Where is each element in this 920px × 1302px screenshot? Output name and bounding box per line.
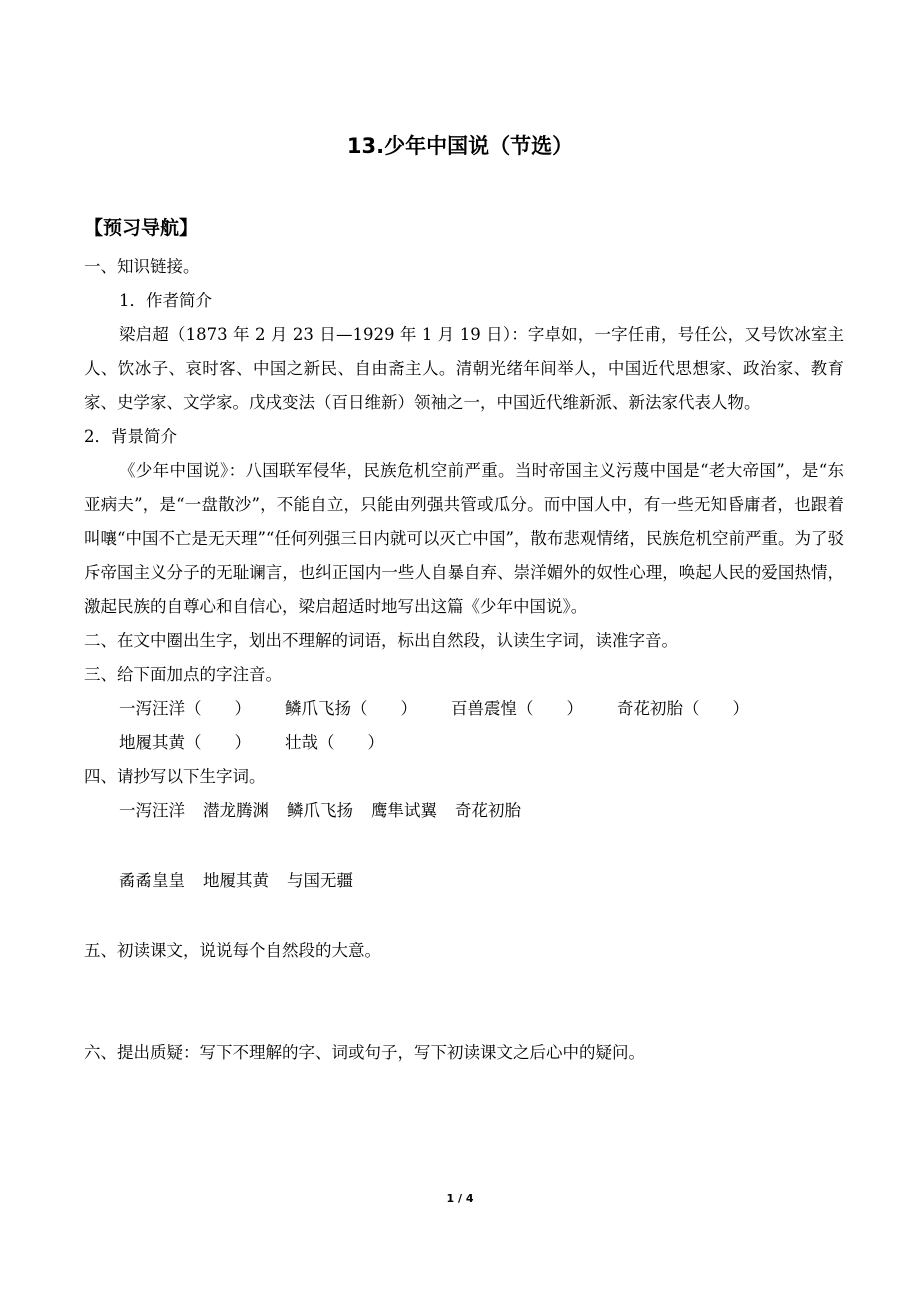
copy-word: 矞矞皇皇 — [119, 871, 185, 890]
copy-word: 鹰隼试翼 — [371, 801, 437, 820]
copy-word: 一泻汪洋 — [119, 801, 185, 820]
part2-heading: 二、在文中圈出生字，划出不理解的词语，标出自然段，认读生字词，读准字音。 — [84, 631, 678, 650]
background-text: 《少年中国说》：八国联军侵华，民族危机空前严重。当时帝国主义污蔑中国是“老大帝国”，是“东亚病夫”，是“一盘散沙”，不能自立，只能由列强共管或瓜分。而中国人中，有一些无知昏庸者，也跟着叫嚷“中国不亡是无天理”“任何列强三日内就可以灭亡中国”，散布悲观情绪，民族危机空前严重。为了驳斥帝国主义分子的无耻谰言，也纠正国内一些人自暴自弃、崇洋媚外的奴性心理，唤起人民的爱国热情，激起民族的自尊心和自信心，梁启超适时地写出这篇《少年中国说》。 — [84, 461, 844, 616]
background-heading: 2．背景简介 — [84, 427, 177, 446]
copy-word: 鳞爪飞扬 — [287, 801, 353, 820]
pinyin-row-1 — [84, 692, 844, 726]
pinyin-item: 地履其黄（ ） — [119, 733, 251, 752]
part1-heading: 一、知识链接。 — [84, 257, 200, 276]
copy-word: 潜龙腾渊 — [203, 801, 269, 820]
writing-space — [84, 828, 844, 864]
pinyin-item: 一泻汪洋（ ） — [119, 699, 251, 718]
worksheet-body — [84, 250, 844, 1070]
pinyin-row-2 — [84, 726, 844, 760]
pinyin-item: 壮哉（ ） — [285, 733, 384, 752]
section-heading: 【预习导航】 — [84, 217, 199, 239]
author-text: 梁启超（1873 年 2 月 23 日—1929 年 1 月 19 日）：字卓如，一字任甫，号任公，又号饮冰室主人、饮冰子、哀时客、中国之新民、自由斋主人。清朝光绪年间举人，中国近代思想家、政治家、教育家、史学家、文学家。戊戌变法（百日维新）领袖之一，中国近代维新派、新法家代表人物。 — [84, 325, 844, 412]
copy-word: 奇花初胎 — [455, 801, 521, 820]
writing-space — [84, 898, 844, 934]
author-heading: 1．作者简介 — [119, 291, 212, 310]
pinyin-item: 鳞爪飞扬（ ） — [285, 699, 417, 718]
page-number: 1 / 4 — [446, 1192, 474, 1205]
answer-space — [84, 968, 844, 1036]
copy-word: 地履其黄 — [203, 871, 269, 890]
part4-heading: 四、请抄写以下生字词。 — [84, 767, 266, 786]
part3-heading: 三、给下面加点的字注音。 — [84, 665, 282, 684]
pinyin-item: 奇花初胎（ ） — [617, 699, 749, 718]
pinyin-item: 百兽震惶（ ） — [451, 699, 583, 718]
copy-word: 与国无疆 — [287, 871, 353, 890]
part5-heading: 五、初读课文，说说每个自然段的大意。 — [84, 941, 381, 960]
copy-words-row-1 — [84, 794, 844, 828]
part6-heading: 六、提出质疑：写下不理解的字、词或句子，写下初读课文之后心中的疑问。 — [84, 1043, 645, 1062]
page-title: 13.少年中国说（节选） — [346, 134, 574, 158]
copy-words-row-2 — [84, 864, 844, 898]
